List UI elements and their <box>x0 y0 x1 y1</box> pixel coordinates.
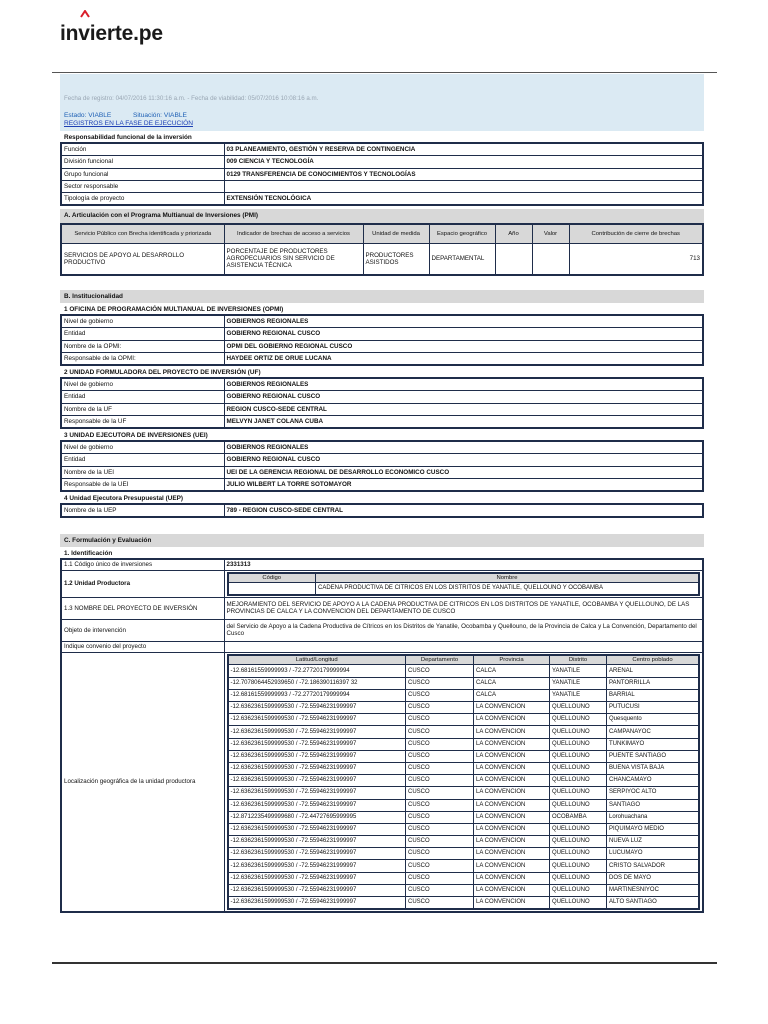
formulacion-title: C. Formulación y Evaluación <box>60 534 704 547</box>
row-label: Nivel de gobierno <box>61 315 224 327</box>
loc-latlon: -12.6362361599999530 / -72.55946231999997 <box>228 787 406 799</box>
pmi-header-contribucion: Contribución de cierre de brechas <box>569 224 703 244</box>
loc-latlon: -12.6362361599999530 / -72.55946231999997 <box>228 860 406 872</box>
uf-title: 2 UNIDAD FORMULADORA DEL PROYECTO DE INVERSIÓN (UF) <box>64 368 261 376</box>
pmi-anio <box>495 244 532 275</box>
estado-label: Estado: <box>64 112 87 120</box>
row-label: División funcional <box>61 156 224 168</box>
pmi-header-unidad: Unidad de medida <box>363 224 429 244</box>
loc-distrito: QUELLOUNO <box>550 702 607 714</box>
loc-provincia: LA CONVENCION <box>474 714 550 726</box>
row-value: GOBIERNOS REGIONALES <box>224 441 703 453</box>
loc-departamento: CUSCO <box>406 714 474 726</box>
table-row <box>61 504 703 516</box>
loc-latlon: -12.6362361599999530 / -72.55946231999997 <box>228 897 406 909</box>
status-line <box>64 112 700 120</box>
pmi-espacio: DEPARTAMENTAL <box>429 244 495 275</box>
row-value: GOBIERNOS REGIONALES <box>224 315 703 327</box>
loc-distrito: QUELLOUNO <box>550 762 607 774</box>
estado-value: VIABLE <box>88 112 112 120</box>
table-row <box>61 143 703 155</box>
loc-departamento: CUSCO <box>406 884 474 896</box>
row-value <box>224 181 703 193</box>
row-label: Responsable de la OPMI: <box>61 353 224 365</box>
table-row <box>61 441 703 453</box>
table-row <box>61 340 703 352</box>
loc-header-provincia: Provincia <box>474 655 550 665</box>
loc-departamento: CUSCO <box>406 848 474 860</box>
pmi-contribucion: 713 <box>569 244 703 275</box>
loc-latlon: -12.6362361599999530 / -72.55946231999997 <box>228 823 406 835</box>
loc-distrito: QUELLOUNO <box>550 799 607 811</box>
row-label: Tipología de proyecto <box>61 193 224 205</box>
situacion-label: Situación: <box>133 112 162 120</box>
loc-provincia: LA CONVENCION <box>474 775 550 787</box>
table-row <box>61 193 703 205</box>
unidad-nombre: CADENA PRODUCTIVA DE CITRICOS EN LOS DISTRITOS DE YANATILE, QUELLOUNO Y OCOBAMBA <box>316 583 700 595</box>
uep-table <box>60 503 704 517</box>
loc-distrito: QUELLOUNO <box>550 787 607 799</box>
table-row <box>61 353 703 365</box>
loc-distrito: QUELLOUNO <box>550 750 607 762</box>
pmi-header-servicio: Servicio Público con Brecha identificada y priorizada <box>61 224 224 244</box>
loc-distrito: YANATILE <box>550 689 607 701</box>
row-label: Sector responsable <box>61 181 224 193</box>
loc-centro-poblado: SERPIYOC ALTO <box>607 787 700 799</box>
loc-distrito: QUELLOUNO <box>550 860 607 872</box>
loc-header-distrito: Distrito <box>550 655 607 665</box>
uep-title: 4 Unidad Ejecutora Presupuestal (UEP) <box>64 494 183 502</box>
convenio-value <box>224 641 703 652</box>
loc-provincia: LA CONVENCION <box>474 848 550 860</box>
logo-text: invierte.pe <box>60 22 163 45</box>
loc-provincia: LA CONVENCION <box>474 836 550 848</box>
location-row <box>228 714 700 726</box>
convenio-label: Indique convenio del proyecto <box>61 641 224 652</box>
institucionalidad-title: B. Institucionalidad <box>60 290 704 303</box>
pmi-servicio: SERVICIOS DE APOYO AL DESARROLLO PRODUCTIVO <box>61 244 224 275</box>
responsabilidad-table <box>60 142 704 206</box>
nombre-proyecto-value: MEJORAMIENTO DEL SERVICIO DE APOYO A LA CADENA PRODUCTIVA DE CITRICOS EN LOS DISTRITOS DE YANATILE, OCOBAMBA Y QUELLOUNO, DE LAS PROVINCIAS DE CALCA Y LA CONVENCION DEL DEPARTAMENTO DE CUSCO <box>224 597 703 619</box>
execution-phase-link[interactable]: REGISTROS EN LA FASE DE EJECUCIÓN <box>64 119 193 127</box>
location-row <box>228 811 700 823</box>
table-row <box>61 466 703 478</box>
loc-latlon: -12.6362361599999530 / -72.55946231999997 <box>228 775 406 787</box>
loc-provincia: LA CONVENCION <box>474 872 550 884</box>
loc-departamento: CUSCO <box>406 823 474 835</box>
pmi-row <box>61 244 703 275</box>
row-value: HAYDEE ORTIZ DE ORUE LUCANA <box>224 353 703 365</box>
loc-latlon: -12.8712235499999680 / -72.44727695999995 <box>228 811 406 823</box>
pmi-table <box>60 223 704 276</box>
loc-provincia: LA CONVENCION <box>474 787 550 799</box>
loc-departamento: CUSCO <box>406 811 474 823</box>
registration-dates: Fecha de registro: 04/07/2016 11:30:16 a.m. - Fecha de viabilidad: 05/07/2016 10:08:16 a.m. <box>64 95 319 102</box>
loc-provincia: LA CONVENCION <box>474 811 550 823</box>
loc-centro-poblado: Quesquento <box>607 714 700 726</box>
codigo-label: 1.1 Código único de inversiones <box>61 559 224 570</box>
pmi-unidad: PRODUCTORES ASISTIDOS <box>363 244 429 275</box>
loc-distrito: QUELLOUNO <box>550 872 607 884</box>
row-value: JULIO WILBERT LA TORRE SOTOMAYOR <box>224 478 703 490</box>
loc-departamento: CUSCO <box>406 702 474 714</box>
loc-departamento: CUSCO <box>406 787 474 799</box>
pmi-indicador: PORCENTAJE DE PRODUCTORES AGROPECUARIOS SIN SERVICIO DE ASISTENCIA TÉCNICA <box>224 244 363 275</box>
convenio-row <box>61 641 703 652</box>
pmi-header-valor: Valor <box>532 224 569 244</box>
opmi-table <box>60 314 704 366</box>
loc-centro-poblado: BUENA VISTA BAJA <box>607 762 700 774</box>
row-label: Nivel de gobierno <box>61 441 224 453</box>
row-label: Nivel de gobierno <box>61 378 224 390</box>
loc-latlon: -12.6362361599999530 / -72.55946231999997 <box>228 714 406 726</box>
loc-provincia: LA CONVENCION <box>474 762 550 774</box>
location-row <box>228 677 700 689</box>
location-row <box>228 848 700 860</box>
loc-centro-poblado: PUTUCUSI <box>607 702 700 714</box>
row-value: 789 - REGION CUSCO-SEDE CENTRAL <box>224 504 703 516</box>
row-value: EXTENSIÓN TECNOLÓGICA <box>224 193 703 205</box>
bottom-divider <box>52 962 717 964</box>
logo-mark-icon <box>80 10 90 18</box>
row-label: Nombre de la UEP <box>61 504 224 516</box>
unidad-productora-label: 1.2 Unidad Productora <box>61 570 224 597</box>
row-value: GOBIERNO REGIONAL CUSCO <box>224 454 703 466</box>
row-value: UEI DE LA GERENCIA REGIONAL DE DESARROLLO ECONOMICO CUSCO <box>224 466 703 478</box>
loc-centro-poblado: CAMPANAYOC <box>607 726 700 738</box>
unidad-header-nombre: Nombre <box>316 573 700 583</box>
location-row <box>228 726 700 738</box>
row-label: Función <box>61 143 224 155</box>
nombre-proyecto-label: 1.3 NOMBRE DEL PROYECTO DE INVERSIÓN <box>61 597 224 619</box>
location-row <box>228 799 700 811</box>
loc-departamento: CUSCO <box>406 860 474 872</box>
loc-distrito: QUELLOUNO <box>550 823 607 835</box>
loc-departamento: CUSCO <box>406 726 474 738</box>
unidad-header-codigo: Código <box>228 573 316 583</box>
table-row <box>61 328 703 340</box>
loc-departamento: CUSCO <box>406 799 474 811</box>
row-label: Grupo funcional <box>61 168 224 180</box>
uf-table <box>60 377 704 429</box>
identificacion-table <box>60 558 704 912</box>
objeto-value: del Servicio de Apoyo a la Cadena Productiva de Cítricos en los Distritos de Yanatile, Ocobamba y Quellouno, de la Provincia de Calca y La Convención, Departamento del Cusco <box>224 619 703 641</box>
loc-departamento: CUSCO <box>406 762 474 774</box>
nombre-proyecto-row <box>61 597 703 619</box>
unidad-productora-row <box>61 570 703 597</box>
loc-latlon: -12.6362361599999530 / -72.55946231999997 <box>228 738 406 750</box>
table-row <box>61 454 703 466</box>
row-value: OPMI DEL GOBIERNO REGIONAL CUSCO <box>224 340 703 352</box>
loc-departamento: CUSCO <box>406 665 474 677</box>
codigo-row <box>61 559 703 570</box>
loc-header-latlon: Latitud/Longitud <box>228 655 406 665</box>
row-value: 009 CIENCIA Y TECNOLOGÍA <box>224 156 703 168</box>
loc-provincia: LA CONVENCION <box>474 799 550 811</box>
loc-latlon: -12.6362361599999530 / -72.55946231999997 <box>228 872 406 884</box>
pmi-header-anio: Año <box>495 224 532 244</box>
pmi-header-espacio: Espacio geográfico <box>429 224 495 244</box>
table-row <box>61 315 703 327</box>
codigo-value: 2331313 <box>224 559 703 570</box>
table-row <box>61 391 703 403</box>
localizacion-table <box>227 654 701 910</box>
location-row <box>228 884 700 896</box>
loc-latlon: -12.6362361599999530 / -72.55946231999997 <box>228 884 406 896</box>
loc-departamento: CUSCO <box>406 689 474 701</box>
situacion-value: VIABLE <box>163 112 187 120</box>
row-value: MELVYN JANET COLANA CUBA <box>224 415 703 427</box>
loc-centro-poblado: SANTIAGO <box>607 799 700 811</box>
loc-header-departamento: Departamento <box>406 655 474 665</box>
loc-centro-poblado: PANTORRILLA <box>607 677 700 689</box>
loc-departamento: CUSCO <box>406 872 474 884</box>
loc-distrito: QUELLOUNO <box>550 836 607 848</box>
loc-provincia: LA CONVENCION <box>474 750 550 762</box>
pmi-valor <box>532 244 569 275</box>
location-row <box>228 738 700 750</box>
loc-departamento: CUSCO <box>406 750 474 762</box>
loc-provincia: CALCA <box>474 677 550 689</box>
location-row <box>228 860 700 872</box>
loc-latlon: -12.68161559999993 / -72.27720179999994 <box>228 665 406 677</box>
top-divider <box>52 72 717 73</box>
location-row <box>228 750 700 762</box>
objeto-label: Objeto de intervención <box>61 619 224 641</box>
loc-distrito: OCOBAMBA <box>550 811 607 823</box>
loc-departamento: CUSCO <box>406 738 474 750</box>
unidad-productora-table <box>227 572 701 596</box>
table-row <box>61 168 703 180</box>
location-row <box>228 689 700 701</box>
row-value: REGION CUSCO-SEDE CENTRAL <box>224 403 703 415</box>
loc-provincia: LA CONVENCION <box>474 738 550 750</box>
loc-centro-poblado: PIQUIMAYO MEDIO <box>607 823 700 835</box>
row-value: GOBIERNO REGIONAL CUSCO <box>224 328 703 340</box>
loc-distrito: QUELLOUNO <box>550 738 607 750</box>
uei-title: 3 UNIDAD EJECUTORA DE INVERSIONES (UEI) <box>64 431 208 439</box>
opmi-title: 1 OFICINA DE PROGRAMACIÓN MULTIANUAL DE INVERSIONES (OPMI) <box>64 306 284 314</box>
identificacion-title: 1. Identificación <box>64 549 113 557</box>
loc-centro-poblado: ALTO SANTIAGO <box>607 897 700 909</box>
loc-centro-poblado: CHANCAMAYO <box>607 775 700 787</box>
loc-departamento: CUSCO <box>406 775 474 787</box>
loc-latlon: -12.6362361599999530 / -72.55946231999997 <box>228 726 406 738</box>
loc-departamento: CUSCO <box>406 677 474 689</box>
loc-centro-poblado: TUNKIMAYO <box>607 738 700 750</box>
row-label: Entidad <box>61 328 224 340</box>
loc-provincia: LA CONVENCION <box>474 897 550 909</box>
loc-centro-poblado: NUEVA LUZ <box>607 836 700 848</box>
loc-provincia: LA CONVENCION <box>474 884 550 896</box>
row-label: Nombre de la UF <box>61 403 224 415</box>
loc-centro-poblado: ARENAL <box>607 665 700 677</box>
objeto-row <box>61 619 703 641</box>
table-row <box>61 403 703 415</box>
location-row <box>228 762 700 774</box>
table-row <box>61 478 703 490</box>
row-value: GOBIERNOS REGIONALES <box>224 378 703 390</box>
loc-provincia: CALCA <box>474 689 550 701</box>
row-label: Nombre de la OPMI: <box>61 340 224 352</box>
loc-centro-poblado: DOS DE MAYO <box>607 872 700 884</box>
loc-centro-poblado: MARTINESNIYOC <box>607 884 700 896</box>
uei-table <box>60 440 704 492</box>
loc-centro-poblado: Lorohuachana <box>607 811 700 823</box>
row-value: 0129 TRANSFERENCIA DE CONOCIMIENTOS Y TECNOLOGÍAS <box>224 168 703 180</box>
loc-provincia: CALCA <box>474 665 550 677</box>
pmi-title: A. Articulación con el Programa Multianual de Inversiones (PMI) <box>60 209 704 222</box>
loc-latlon: -12.6362361599999530 / -72.55946231999997 <box>228 836 406 848</box>
pmi-header-indicador: Indicador de brechas de acceso a servicios <box>224 224 363 244</box>
table-row <box>61 156 703 168</box>
table-row <box>61 181 703 193</box>
loc-header-centro-poblado: Centro poblado <box>607 655 700 665</box>
loc-centro-poblado: LUCUMAYO <box>607 848 700 860</box>
location-row <box>228 702 700 714</box>
loc-provincia: LA CONVENCION <box>474 702 550 714</box>
loc-departamento: CUSCO <box>406 897 474 909</box>
location-row <box>228 775 700 787</box>
loc-distrito: QUELLOUNO <box>550 714 607 726</box>
project-document <box>60 74 704 913</box>
loc-distrito: QUELLOUNO <box>550 726 607 738</box>
loc-centro-poblado: PUENTE SANTIAGO <box>607 750 700 762</box>
loc-latlon: -12.6362361599999530 / -72.55946231999997 <box>228 799 406 811</box>
status-banner <box>60 74 704 131</box>
loc-distrito: QUELLOUNO <box>550 897 607 909</box>
row-label: Responsable de la UEI <box>61 478 224 490</box>
row-label: Entidad <box>61 454 224 466</box>
loc-distrito: YANATILE <box>550 677 607 689</box>
loc-latlon: -12.6362361599999530 / -72.55946231999997 <box>228 848 406 860</box>
loc-distrito: YANATILE <box>550 665 607 677</box>
loc-provincia: LA CONVENCION <box>474 860 550 872</box>
loc-latlon: -12.6362361599999530 / -72.55946231999997 <box>228 762 406 774</box>
loc-provincia: LA CONVENCION <box>474 823 550 835</box>
loc-departamento: CUSCO <box>406 836 474 848</box>
loc-distrito: QUELLOUNO <box>550 848 607 860</box>
location-row <box>228 665 700 677</box>
loc-centro-poblado: BARRIAL <box>607 689 700 701</box>
location-row <box>228 787 700 799</box>
row-value: GOBIERNO REGIONAL CUSCO <box>224 391 703 403</box>
localizacion-row <box>61 652 703 911</box>
row-label: Entidad <box>61 391 224 403</box>
localizacion-label: Localización geográfica de la unidad productora <box>61 652 224 911</box>
loc-latlon: -12.6362361599999530 / -72.55946231999997 <box>228 702 406 714</box>
loc-centro-poblado: CRISTO SALVADOR <box>607 860 700 872</box>
row-label: Nombre de la UEI <box>61 466 224 478</box>
unidad-codigo <box>228 583 316 595</box>
location-row <box>228 897 700 909</box>
table-row <box>61 378 703 390</box>
row-label: Responsable de la UF <box>61 415 224 427</box>
loc-distrito: QUELLOUNO <box>550 884 607 896</box>
location-row <box>228 836 700 848</box>
loc-latlon: -12.68161559999993 / -72.27720179999994 <box>228 689 406 701</box>
loc-latlon: -12.6362361599999530 / -72.55946231999997 <box>228 750 406 762</box>
loc-distrito: QUELLOUNO <box>550 775 607 787</box>
location-row <box>228 872 700 884</box>
row-value: 03 PLANEAMIENTO, GESTIÓN Y RESERVA DE CONTINGENCIA <box>224 143 703 155</box>
location-row <box>228 823 700 835</box>
loc-provincia: LA CONVENCION <box>474 726 550 738</box>
responsabilidad-title: Responsabilidad funcional de la inversión <box>64 134 192 141</box>
table-row <box>61 415 703 427</box>
loc-latlon: -12.7078064452939650 / -72.186390116397 32 <box>228 677 406 689</box>
